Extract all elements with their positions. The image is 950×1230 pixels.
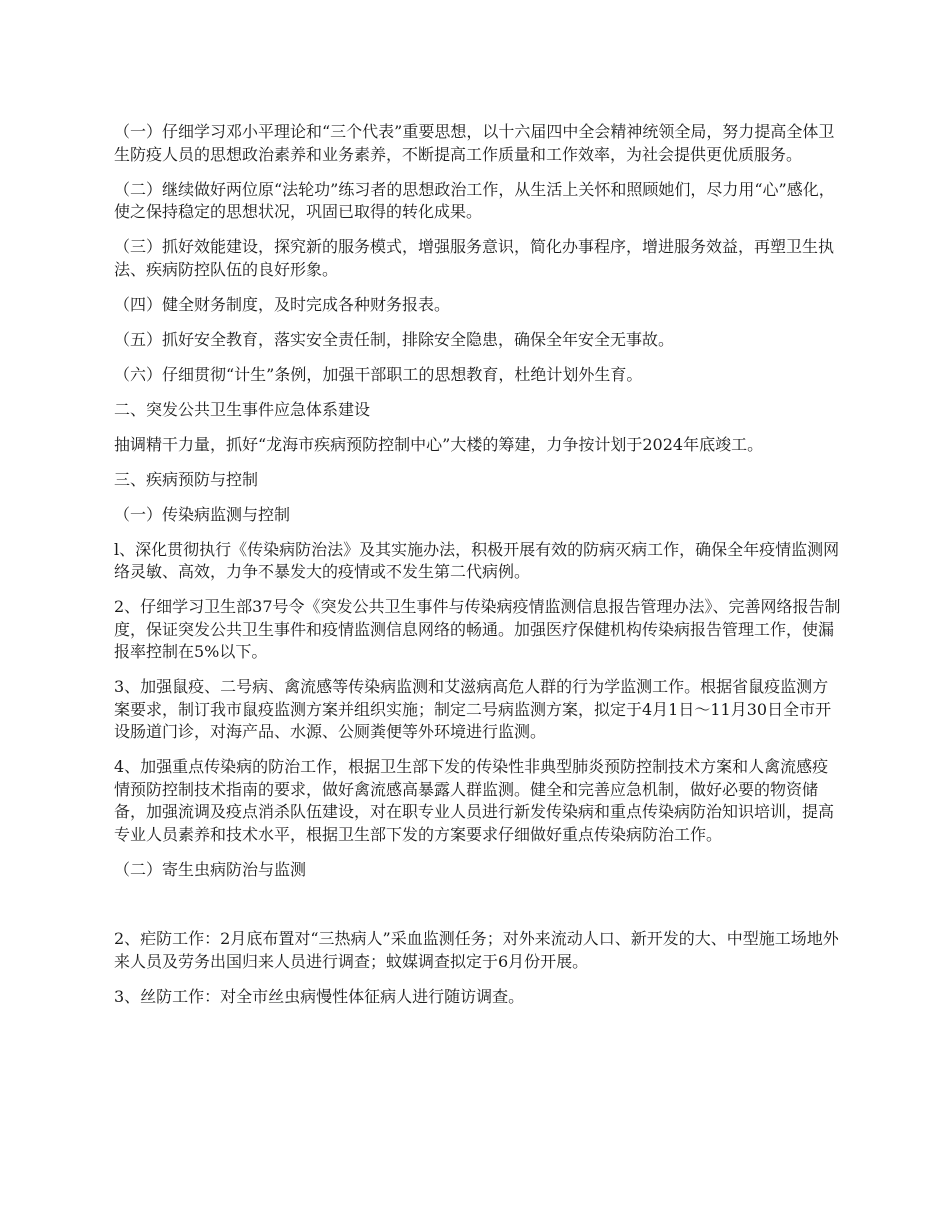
paragraph-filariasis-prevention: 3、丝防工作：对全市丝虫病慢性体征病人进行随访调查。	[114, 986, 525, 1006]
paragraph-falungong-transformation: （二）继续做好两位原“法轮功”练习者的思想政治工作，从生活上关怀和照顾她们，尽力用“心”感化，使之保持稳定的思想状况，巩固已取得的转化成果。	[114, 179, 835, 221]
subsection-heading-parasitic-disease: （二）寄生虫病防治与监测	[114, 859, 307, 879]
paragraph-cdc-building: 抽调精干力量，抓好“龙海市疾病预防控制中心”大楼的筹建，力争按计划于2024年底竣工。	[114, 434, 764, 454]
paragraph-malaria-prevention: 2、疟防工作：2月底布置对“三热病人”采血监测任务；对外来流动人口、新开发的大、中型施工场地外来人员及劳务出国归来人员进行调查；蚊媒调查拟定于6月份开展。	[114, 929, 839, 971]
paragraph-safety-education: （五）抓好安全教育，落实安全责任制，排除安全隐患，确保全年安全无事故。	[114, 329, 675, 349]
paragraph-item-4-key-diseases: 4、加强重点传染病的防治工作，根据卫生部下发的传染性非典型肺炎预防控制技术方案和人禽流感疫情预防控制技术指南的要求，做好禽流感高暴露人群监测。健全和完善应急机制，做好必要的物资储备，加强流调及疫点消杀队伍建设，对在职专业人员进行新发传染病和重点传染病防治知识培训，提高专业人员素养和技术水平，根据卫生部下发的方案要求仔细做好重点传染病防治工作。	[114, 757, 835, 844]
paragraph-political-study: （一）仔细学习邓小平理论和“三个代表”重要思想，以十六届四中全会精神统领全局，努力提高全体卫生防疫人员的思想政治素养和业务素养，不断提高工作质量和工作效率，为社会提供更优质服务。	[114, 122, 835, 164]
paragraph-finance-system: （四）健全财务制度，及时完成各种财务报表。	[114, 294, 451, 314]
paragraph-family-planning: （六）仔细贯彻“计生”条例，加强干部职工的思想教育，杜绝计划外生育。	[114, 364, 643, 384]
paragraph-item-2-reporting: 2、仔细学习卫生部37号令《突发公共卫生事件与传染病疫情监测信息报告管理办法》、完善网络报告制度，保证突发公共卫生事件和疫情监测信息网络的畅通。加强医疗保健机构传染病报告管理工作，使漏报率控制在5%以下。	[114, 597, 841, 661]
paragraph-item-1-law: l、深化贯彻执行《传染病防治法》及其实施办法，积极开展有效的防病灭病工作，确保全年疫情监测网络灵敏、高效，力争不暴发大的疫情或不发生第二代病例。	[114, 539, 840, 581]
subsection-heading-infectious-disease: （一）传染病监测与控制	[114, 504, 291, 524]
section-heading-emergency-system: 二、突发公共卫生事件应急体系建设	[114, 399, 371, 419]
document-page	[114, 121, 842, 1021]
section-heading-disease-control: 三、疾病预防与控制	[114, 469, 259, 489]
paragraph-item-3-monitoring: 3、加强鼠疫、二号病、禽流感等传染病监测和艾滋病高危人群的行为学监测工作。根据省鼠疫监测方案要求，制订我市鼠疫监测方案并组织实施；制定二号病监测方案，拟定于4月1日～11月30日全市开设肠道门诊，对海产品、水源、公厕粪便等外环境进行监测。	[114, 677, 832, 741]
paragraph-efficiency-building: （三）抓好效能建设，探究新的服务模式，增强服务意识，简化办事程序，增进服务效益，再塑卫生执法、疾病防控队伍的良好形象。	[114, 237, 835, 279]
blank-gap	[114, 894, 842, 929]
